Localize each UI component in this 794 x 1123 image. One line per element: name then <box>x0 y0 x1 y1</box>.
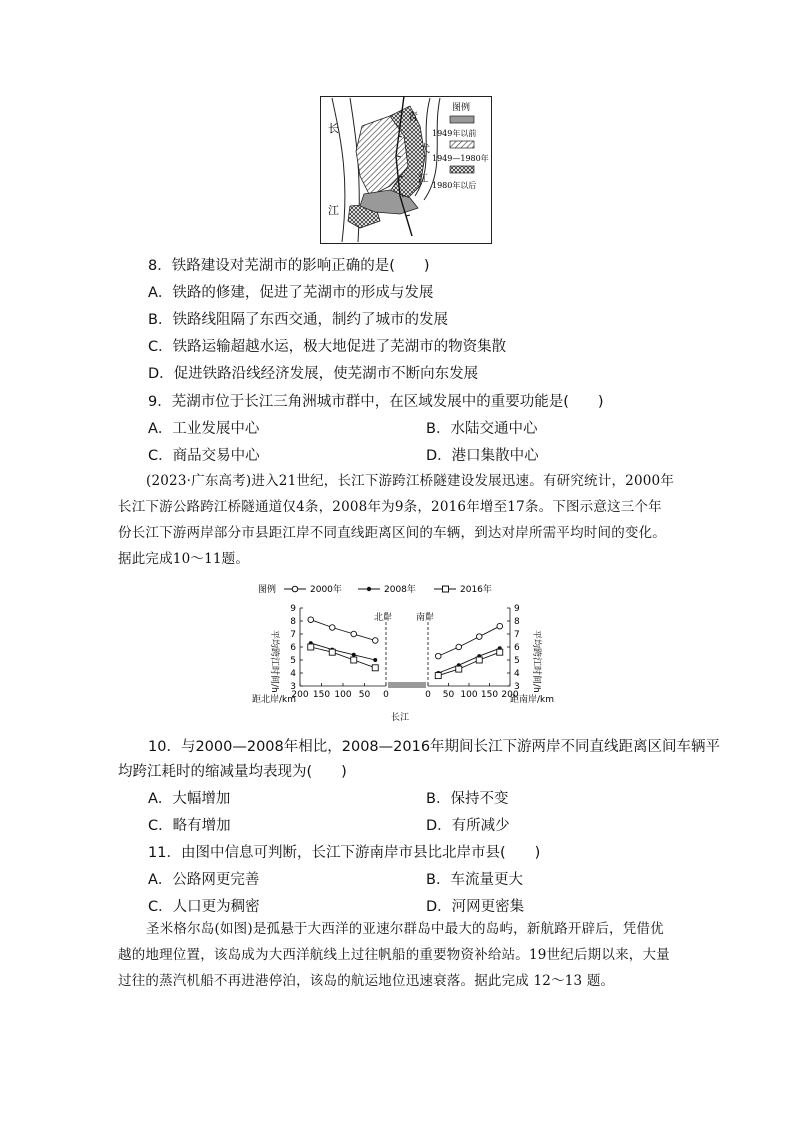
south-point-2016年 <box>476 657 482 663</box>
intro-12-13 <box>118 916 698 994</box>
label-jiang: 江 <box>328 204 339 217</box>
north-point-2016年 <box>351 657 357 663</box>
south-line-2016年 <box>438 652 500 675</box>
legend-2016-label: 2016年 <box>460 585 492 595</box>
legend-2000-label: 2000年 <box>310 585 342 595</box>
north-point-2016年 <box>308 644 314 650</box>
right-y-tick-label: 3 <box>514 682 520 692</box>
q11-option-c[interactable]: C．人口更为稠密 <box>148 899 260 915</box>
q10-option-a[interactable]: A．大幅增加 <box>148 791 231 807</box>
north-x-tick-label: 150 <box>312 690 331 700</box>
right-y-tick-label: 9 <box>514 604 520 614</box>
south-point-2016年 <box>497 649 503 655</box>
right-y-tick-label: 6 <box>514 643 520 653</box>
north-x-tick-label: 200 <box>291 690 309 700</box>
legend-2000 <box>284 583 342 595</box>
south-point-2016年 <box>435 673 441 679</box>
north-point-2000年 <box>308 617 314 623</box>
legend-item-1980-after: 1980年以后 <box>432 181 477 190</box>
south-point-2000年 <box>497 623 503 629</box>
q9-option-a[interactable]: A．工业发展中心 <box>148 421 260 437</box>
intro2-line-1: 圣米格尔岛(如图)是孤悬于大西洋的亚速尔群岛中最大的岛屿，新航路开辟后，凭借优 <box>146 921 664 937</box>
q9-option-b[interactable]: B．水陆交通中心 <box>426 421 538 437</box>
north-x-tick-label: 100 <box>334 690 352 700</box>
north-x-tick-label: 50 <box>358 690 371 700</box>
label-jiang2: 江 <box>418 174 428 185</box>
q11-option-a[interactable]: A．公路网更完善 <box>148 872 260 888</box>
q8-option-d[interactable]: D．促进铁路沿线经济发展，使芜湖市不断向东发展 <box>148 366 479 382</box>
intro1-line-4: 据此完成10～11题。 <box>118 551 250 567</box>
label-yi: 弋 <box>420 144 430 155</box>
legend-2016 <box>434 583 492 595</box>
north-xlabel: 距北岸/km <box>252 695 297 705</box>
south-bank-label: 南岸 <box>416 613 435 623</box>
wuhu-map <box>320 96 492 244</box>
right-y-tick-label: 7 <box>514 630 520 640</box>
river-band <box>388 682 426 688</box>
legend-2008-label: 2008年 <box>384 585 416 595</box>
q10-stem-1: 10．与2000—2008年相比，2008—2016年期间长江下游两岸不同直线距离区间车辆平 <box>148 739 721 755</box>
left-y-tick-label: 4 <box>290 669 296 679</box>
left-y-tick-label: 9 <box>290 604 296 614</box>
chart-ylabel-right: 平均跨江时间/h <box>531 630 541 693</box>
q11-stem: 11．由图中信息可判断，长江下游南岸市县比北岸市县( ) <box>148 845 541 861</box>
left-y-tick-label: 3 <box>290 682 296 692</box>
intro1-line-1: (2023·广东高考)进入21世纪，长江下游跨江桥隧建设发展迅速。有研究统计，2000年 <box>146 473 675 489</box>
left-y-tick-label: 8 <box>290 617 296 627</box>
wuhu-map-figure <box>320 96 492 244</box>
south-point-2016年 <box>456 666 462 672</box>
intro2-line-3: 过往的蒸汽机船不再进港停泊，该岛的航运地位迅速衰落。据此完成 12～13 题。 <box>118 973 615 989</box>
intro1-line-3: 份长江下游两岸部分市县距江岸不同直线距离区间的车辆，到达对岸所需平均时间的变化。 <box>118 525 666 541</box>
north-x-tick-label: 0 <box>383 690 389 700</box>
north-line-2000年 <box>311 620 376 641</box>
legend-item-1949-1980: 1949—1980年 <box>432 154 489 163</box>
chart-ylabel-left: 平均跨江时间/h <box>269 630 279 693</box>
q8-option-c[interactable]: C．铁路运输超越水运，极大地促进了芜湖市的物资集散 <box>148 339 507 355</box>
q9-option-d[interactable]: D．港口集散中心 <box>426 448 539 464</box>
q11-option-b[interactable]: B．车流量更大 <box>426 872 523 888</box>
right-y-tick-label: 8 <box>514 617 520 627</box>
river-label: 长江 <box>391 713 410 723</box>
south-x-tick-label: 50 <box>442 690 455 700</box>
q9-stem: 9．芜湖市位于长江三角洲城市群中，在区域发展中的重要功能是( ) <box>148 394 604 410</box>
q10-stem-2: 均跨江耗时的缩减量均表现为( ) <box>118 764 347 780</box>
legend-item-1949-before: 1949年以前 <box>432 129 477 138</box>
north-point-2008年 <box>352 653 356 657</box>
q8-stem: 8．铁路建设对芜湖市的影响正确的是( ) <box>148 258 430 274</box>
north-point-2016年 <box>372 665 378 671</box>
north-point-2016年 <box>329 649 335 655</box>
south-x-tick-label: 100 <box>460 690 478 700</box>
south-point-2000年 <box>435 653 441 659</box>
north-point-2000年 <box>351 631 357 637</box>
q8-option-a[interactable]: A．铁路的修建，促进了芜湖市的形成与发展 <box>148 285 434 301</box>
label-qing: 青 <box>408 112 418 123</box>
chart-legend-title: 图例 <box>258 585 277 595</box>
intro-10-11 <box>118 468 698 572</box>
north-point-2000年 <box>329 625 335 631</box>
south-x-tick-label: 200 <box>501 690 519 700</box>
south-x-tick-label: 0 <box>425 690 431 700</box>
south-xlabel: 距南岸/km <box>510 695 555 705</box>
south-point-2000年 <box>476 634 482 640</box>
legend-2008 <box>358 583 416 595</box>
right-y-tick-label: 4 <box>514 669 520 679</box>
q11-option-d[interactable]: D．河网更密集 <box>426 899 525 915</box>
crossing-time-svg <box>248 580 555 725</box>
north-bank-label: 北岸 <box>374 613 393 623</box>
q8-option-b[interactable]: B．铁路线阻隔了东西交通，制约了城市的发展 <box>148 312 448 328</box>
intro1-line-2: 长江下游公路跨江桥隧通道仅4条，2008年为9条，2016年增至17条。下图示意这三个年 <box>118 499 662 515</box>
legend-title: 图例 <box>452 103 471 113</box>
south-x-tick-label: 150 <box>480 690 499 700</box>
crossing-time-chart <box>248 580 555 725</box>
north-point-2008年 <box>373 658 377 662</box>
q10-option-b[interactable]: B．保持不变 <box>426 791 509 807</box>
right-y-tick-label: 5 <box>514 656 520 666</box>
left-y-tick-label: 7 <box>290 630 296 640</box>
north-point-2000年 <box>372 638 378 644</box>
left-y-tick-label: 6 <box>290 643 296 653</box>
north-line-2008年 <box>311 643 376 660</box>
q10-option-c[interactable]: C．略有增加 <box>148 818 231 834</box>
q10-option-d[interactable]: D．有所减少 <box>426 818 510 834</box>
left-y-tick-label: 5 <box>290 656 296 666</box>
label-chang: 长 <box>328 122 339 135</box>
south-point-2000年 <box>456 644 462 650</box>
q9-option-c[interactable]: C．商品交易中心 <box>148 448 260 464</box>
intro2-line-2: 越的地理位置，该岛成为大西洋航线上过往帆船的重要物资补给站。19世纪后期以来，大量 <box>118 947 670 963</box>
